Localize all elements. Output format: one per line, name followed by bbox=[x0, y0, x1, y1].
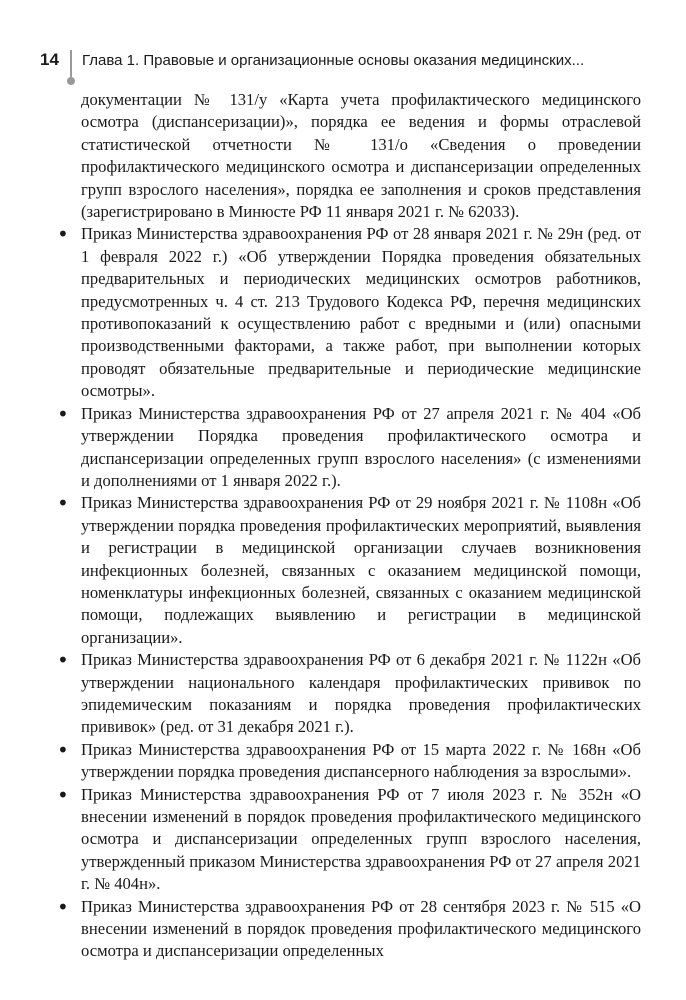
page-body bbox=[81, 89, 641, 963]
list-item: • Приказ Министерства здравоохранения РФ от 15 марта 2022 г. № 168н «Об утверждении порядка проведения диспансерного наблюдения за взрослыми». bbox=[81, 739, 641, 784]
page-number: 14 bbox=[40, 50, 59, 69]
list-item: • Приказ Министерства здравоохранения РФ от 28 января 2021 г. № 29н (ред. от 1 февраля 2022 г.) «Об утверждении Порядка проведения обязательных предварительных и периодических медицинских осмотров работников, предусмотренных ч. 4 ст. 213 Трудового Кодекса РФ, перечня медицинских противопоказаний к осуществлению работ с вредными и (или) опасными производственными факторами, а также работ, при выполнении которых проводят обязательные предварительные и периодические медицинские осмотры». bbox=[81, 223, 641, 402]
continuation-paragraph: документации № 131/у «Карта учета профилактического медицинского осмотра (диспансеризации)», порядка ее ведения и формы отраслевой статистической отчетности № 131/о «Сведения о проведении профилактического медицинского осмотра и диспансеризации определенных групп взрослого населения», порядка ее заполнения и сроков представления (зарегистрировано в Минюсте РФ 11 января 2021 г. № 62033). bbox=[81, 90, 641, 222]
list-item: • Приказ Министерства здравоохранения РФ от 29 ноября 2021 г. № 1108н «Об утверждении порядка проведения профилактических мероприятий, выявления и регистрации в медицинской организации случаев возникновения инфекционных болезней, связанных с оказанием медицинской помощи, номенклатуры инфекционных болезней, связанных с оказанием медицинской помощи, подлежащих выявлению и регистрации в медицинской организации». bbox=[81, 492, 641, 649]
regulation-list bbox=[81, 223, 641, 962]
list-item: • Приказ Министерства здравоохранения РФ от 6 декабря 2021 г. № 1122н «Об утверждении национального календаря профилактических прививок по эпидемическим показаниям и порядка проведения профилактических прививок» (ред. от 31 декабря 2021 г.). bbox=[81, 649, 641, 739]
list-item: • Приказ Министерства здравоохранения РФ от 27 апреля 2021 г. № 404 «Об утверждении Порядка проведения профилактического осмотра и диспансеризации определенных групп взрослого населения» (с изменениями и дополнениями от 1 января 2022 г.). bbox=[81, 403, 641, 493]
running-header bbox=[40, 50, 650, 76]
running-title: Глава 1. Правовые и организационные основы оказания медицинских... bbox=[82, 52, 585, 69]
list-item: • Приказ Министерства здравоохранения РФ от 28 сентября 2023 г. № 515 «О внесении изменений в порядок проведения профилактического медицинского осмотра и диспансеризации определенных bbox=[81, 896, 641, 963]
header-divider bbox=[70, 50, 72, 80]
list-item: • Приказ Министерства здравоохранения РФ от 7 июля 2023 г. № 352н «О внесении изменений в порядок проведения профилактического медицинского осмотра и диспансеризации определенных групп взрослого населения, утвержденный приказом Министерства здравоохранения РФ от 27 апреля 2021 г. № 404н». bbox=[81, 784, 641, 896]
